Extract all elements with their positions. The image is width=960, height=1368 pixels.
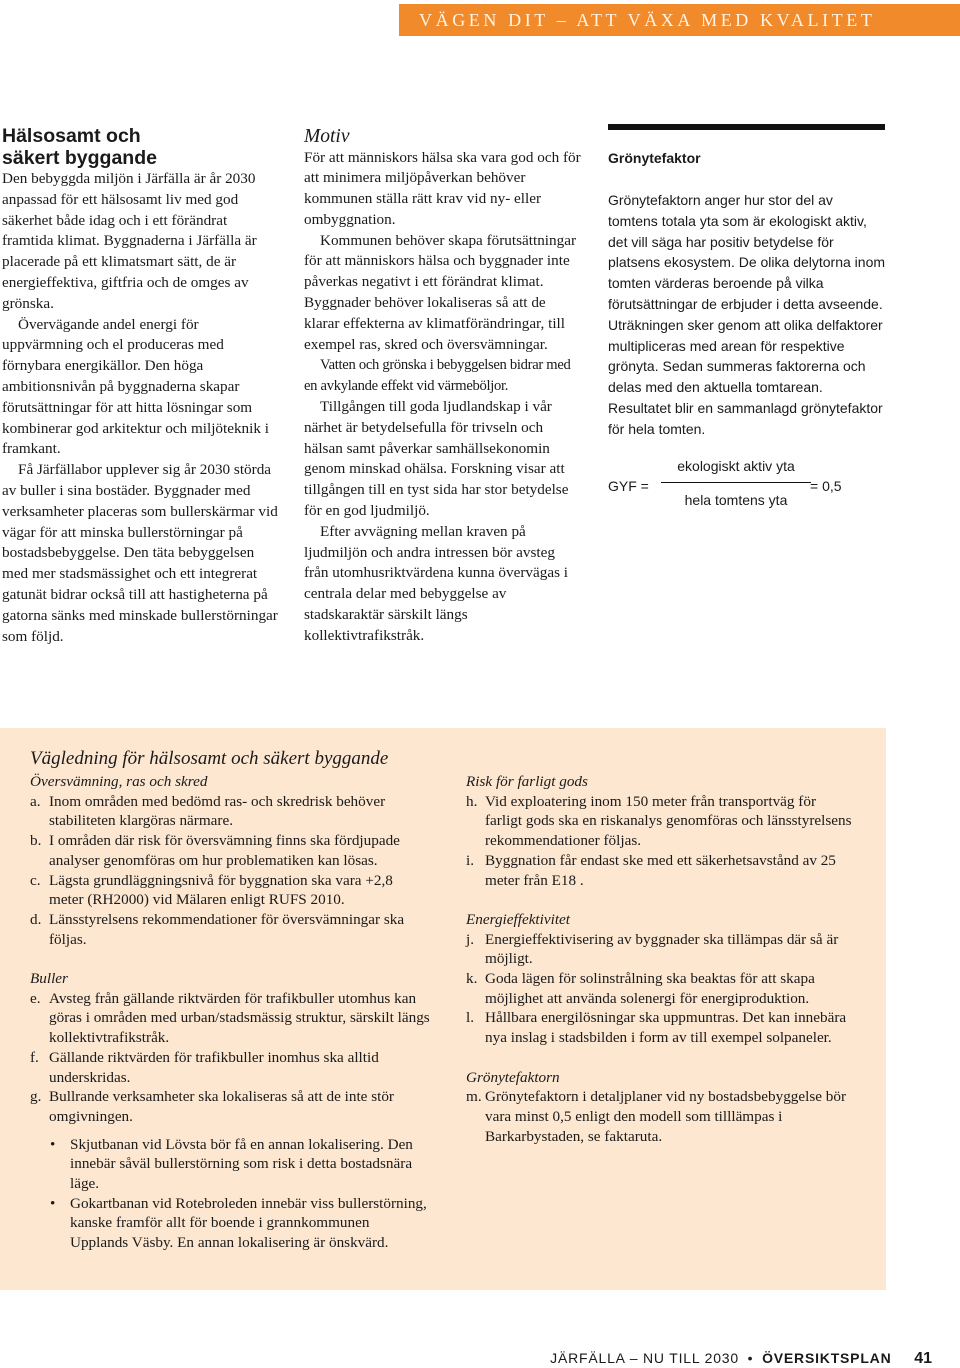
page-footer bbox=[550, 1350, 932, 1368]
guideline-l: l. Hållbara energilösningar ska uppmuntras. Det kan innebära nya inslag i stadsbilden i form av till exempel solpaneler. bbox=[466, 1009, 847, 1047]
factbox-body: Grönytefaktorn anger hur stor del av tomtens totala yta som är ekologiskt aktiv, det vill säga har positiv betydelse för platsens ekosystem. De olika delytorna inom tomten värderas beroende på vilka förutsättningar de erbjuder i detta avseende. Uträkningen sker genom att olika delfaktorer multipliceras med arean för respektive grönyta. Sedan summeras faktorerna och delas med den aktuella tomtarean. Resultatet blir en sammanlagd grönytefaktor för hela tomten. bbox=[608, 192, 886, 437]
guideline-h: h. Vid exploatering inom 150 meter från transportväg för farligt gods ska en riskanalys genomföras och länsstyrelsens rekommendationer följas. bbox=[466, 792, 852, 850]
paragraph: För att människors hälsa ska vara god och för att minimera miljöpåverkan behöver kommunen ställa rätt krav vid ny- eller ombyggnation. bbox=[304, 148, 581, 228]
subheading: Energieffektivitet bbox=[466, 910, 571, 928]
formula-left: GYF = bbox=[608, 477, 649, 494]
formula-denominator: hela tomtens yta bbox=[684, 491, 788, 508]
guidance-left-column bbox=[30, 772, 430, 1253]
section-title: Hälsosamt och säkert byggande bbox=[2, 125, 157, 169]
factbox-gronytefaktor bbox=[608, 124, 886, 518]
column-health-text bbox=[2, 126, 278, 647]
header-banner bbox=[399, 4, 960, 36]
guideline-i: i. Byggnation får endast ske med ett säkerhetsavstånd av 25 meter från E18 . bbox=[466, 851, 836, 889]
paragraph: Vatten och grönska i bebyggelsen bidrar med en avkylande effekt vid värmeböljor. bbox=[304, 357, 571, 395]
page-number: 41 bbox=[914, 1350, 932, 1367]
motiv-title: Motiv bbox=[304, 126, 350, 147]
banner-title: VÄGEN DIT – ATT VÄXA MED KVALITET bbox=[419, 10, 876, 30]
guidance-box bbox=[0, 728, 886, 1290]
guidance-right-column bbox=[466, 772, 856, 1146]
footer-left: JÄRFÄLLA – NU TILL 2030 bbox=[550, 1350, 739, 1366]
guideline-k: k. Goda lägen för solinstrålning ska beaktas för att skapa möjlighet att använda solenergi för energiproduktion. bbox=[466, 970, 815, 1007]
guideline-a: a. Inom områden med bedömd ras- och skredrisk behöver stabiliteten klargöras närmare. bbox=[30, 792, 386, 830]
fraction-line bbox=[661, 482, 811, 483]
guideline-e: e. Avsteg från gällande riktvärden för trafikbuller utomhus kan göras i områden med urban/stadsmässig struktur, särskilt längs kollektivtrafikstråk. bbox=[30, 989, 430, 1047]
paragraph: Övervägande andel energi för uppvärmning och el produceras med förnybara energikällor. Den höga ambitionsnivån på byggnaderna skapar förutsättningar för att hitta lösningar som kombinerar god arkitektur och miljöteknik i framkant. bbox=[2, 315, 269, 458]
top-rule bbox=[608, 124, 885, 130]
subheading: Grönytefaktorn bbox=[466, 1068, 560, 1086]
guideline-c: c. Lägsta grundläggningsnivå för byggnation ska vara +2,8 meter (RH2000) vid Mälaren enligt RUFS 2010. bbox=[30, 871, 393, 909]
gyf-formula bbox=[608, 458, 886, 518]
bullet-item: • Gokartbanan vid Rotebroleden innebär viss bullerstörning, kanske framför allt för boende i grannkommunen Upplands Väsby. En annan lokalisering är önskvärd. bbox=[50, 1194, 427, 1252]
paragraph: Efter avvägning mellan kraven på ljudmiljön och andra intressen bör avsteg från utomhusriktvärdena kunna övervägas i centrala delar med bebyggelse av stadskaraktär särskilt längs kollektivtrafikstråk. bbox=[304, 522, 569, 644]
footer-separator: • bbox=[747, 1350, 754, 1366]
subheading: Översvämning, ras och skred bbox=[30, 773, 208, 790]
paragraph: Tillgången till goda ljudlandskap i vår närhet är betydelsefulla för trivseln och hälsan samt påverkar samhällsekonomin genom minskad ohälsa. Forskning visar att tillgången till en tyst sida har stor betydelse för en god ljudmiljö. bbox=[304, 398, 569, 520]
guideline-g: g. Bullrande verksamheter ska lokaliseras så att de inte stör omgivningen. bbox=[30, 1088, 394, 1125]
formula-result: = 0,5 bbox=[810, 477, 842, 494]
paragraph: Få Järfällabor upplever sig år 2030 störda av buller i sina bostäder. Byggnader med verksamheter placeras som bullerskärmar vid vägar för att minska bullerstörningar på bostadsbebyggelse. Den täta bebyggelsen med mer stadsmässighet och ett integrerat gatunät bidrar också till att hastigheterna på gatorna sänks med minskade bullerstörningar som följd. bbox=[2, 461, 278, 645]
subheading: Buller bbox=[30, 970, 68, 988]
guidance-title: Vägledning för hälsosamt och säkert byggande bbox=[30, 748, 389, 769]
guideline-d: d. Länsstyrelsens rekommendationer för översvämningar ska följas. bbox=[30, 910, 405, 948]
formula-numerator: ekologiskt aktiv yta bbox=[677, 457, 795, 474]
paragraph: Kommunen behöver skapa förutsättningar för att människors hälsa och byggnader inte påverkas negativt i ett förändrat klimat. Byggnader behöver lokaliseras så att de klarar effekterna av klimatförändringar, till exempel ras, skred och översvämningar. bbox=[304, 231, 577, 353]
guideline-f: f. Gällande riktvärden för trafikbuller inomhus ska alltid underskridas. bbox=[30, 1048, 379, 1086]
footer-right: ÖVERSIKTSPLAN bbox=[762, 1350, 892, 1366]
guideline-m: m. Grönytefaktorn i detaljplaner vid ny bostadsbebyggelse bör vara minst 0,5 enligt den modell som tilllämpas i Barkarbystaden, se faktaruta. bbox=[466, 1088, 847, 1145]
guideline-j: j. Energieffektivisering av byggnader ska tillämpas där så är möjligt. bbox=[466, 930, 839, 968]
guideline-b: b. I områden där risk för översvämning finns ska fördjupade analyser genomföras om hur problematiken kan lösas. bbox=[30, 832, 400, 869]
bullet-item: • Skjutbanan vid Lövsta bör få en annan lokalisering. Den innebär såväl bullerstörning som risk i detta bostadsnära läge. bbox=[50, 1135, 413, 1193]
subheading: Risk för farligt gods bbox=[466, 773, 588, 790]
paragraph: Den bebyggda miljön i Järfälla är år 2030 anpassad för ett hälsosamt liv med god säkerhet både idag och i ett förändrat framtida klimat. Byggnaderna i Järfälla är placerade på ett klimatsmart sätt, de är energieffektiva, giftfria och de omges av grönska. bbox=[2, 170, 257, 312]
factbox-title: Grönytefaktor bbox=[608, 150, 701, 166]
column-motiv bbox=[304, 126, 582, 647]
